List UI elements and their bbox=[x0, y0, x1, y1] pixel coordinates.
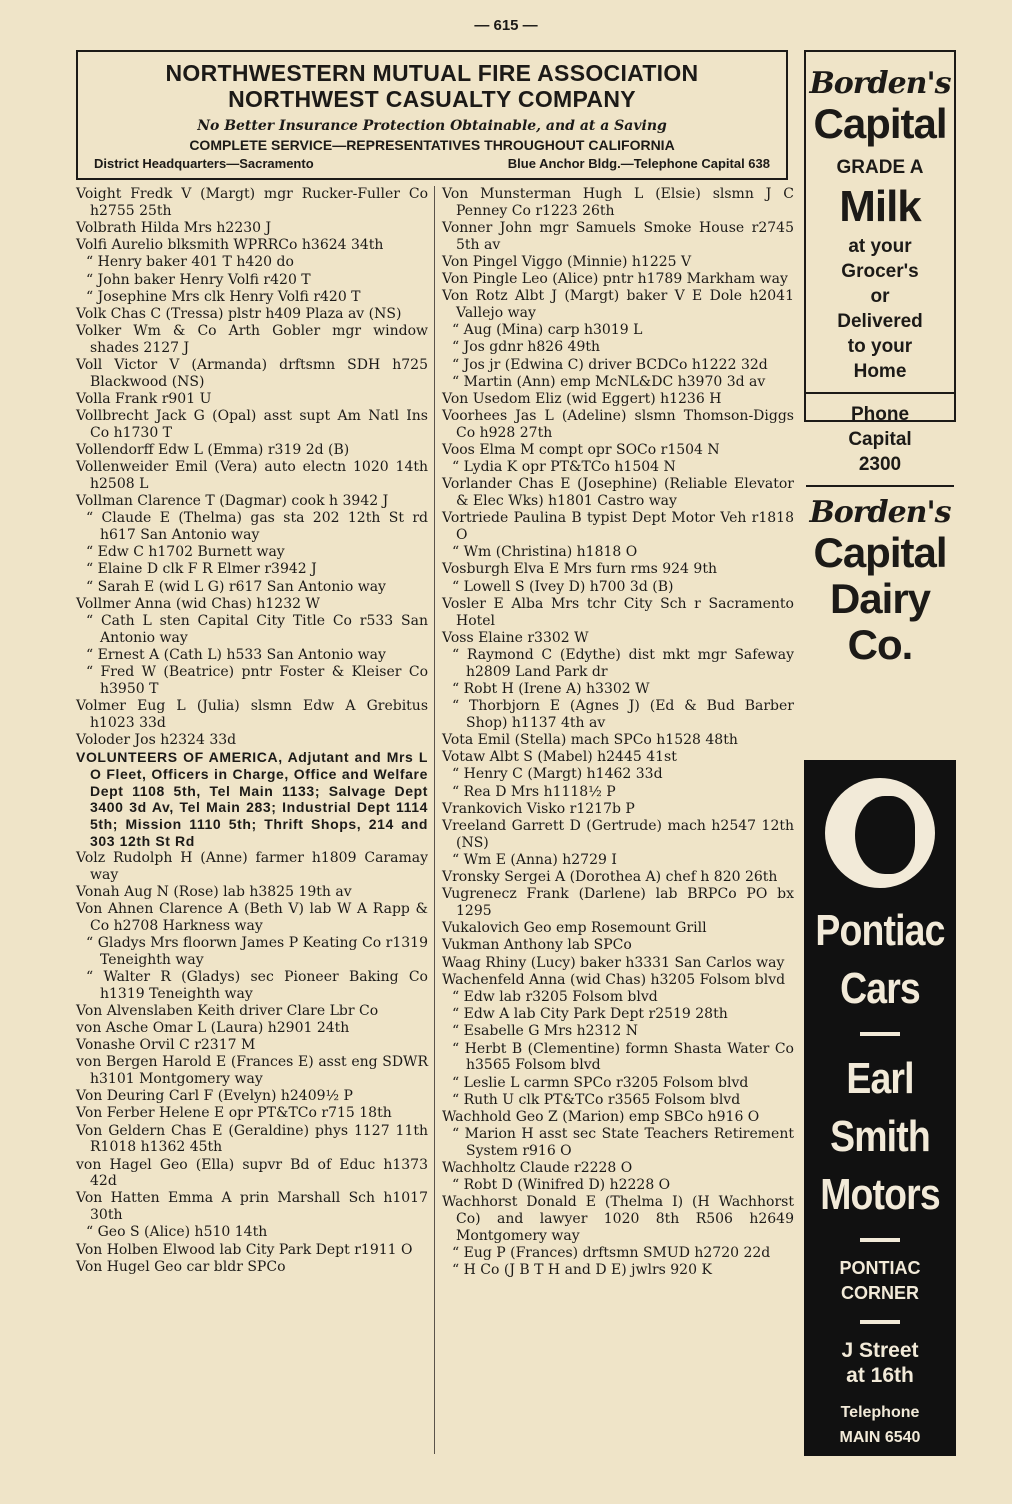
directory-entry: Vollendorff Edw L (Emma) r319 2d (B) bbox=[76, 442, 350, 459]
directory-column-left bbox=[76, 186, 428, 1276]
directory-entry: Vosler E Alba Mrs tchr City Sch r Sacramento Hotel bbox=[442, 595, 794, 629]
directory-entry: “ Edw A lab City Park Dept r2519 28th bbox=[452, 1006, 728, 1023]
borden-text: Delivered bbox=[837, 311, 923, 332]
pontiac-phone: MAIN 6540 bbox=[839, 1429, 921, 1446]
borden-milk: Milk bbox=[839, 182, 921, 231]
directory-entry: Voos Elma M compt opr SOCo r1504 N bbox=[442, 442, 720, 459]
directory-entry: Vortriede Paulina B typist Dept Motor Veh r1818 O bbox=[442, 510, 794, 544]
directory-entry: Vollenweider Emil (Vera) auto electn 1020 14th h2508 L bbox=[76, 459, 428, 492]
borden-logo: Borden's bbox=[809, 66, 951, 101]
directory-entry: “ H Co (J B T H and D E) jwlrs 920 K bbox=[452, 1262, 712, 1279]
ad-separator bbox=[860, 1238, 900, 1242]
directory-entry: Vonner John mgr Samuels Smoke House r2745 5th av bbox=[442, 219, 794, 253]
directory-entry: Von Hatten Emma A prin Marshall Sch h1017 30th bbox=[76, 1190, 428, 1224]
borden-text: to your bbox=[847, 336, 913, 357]
borden-dairy-text: Co. bbox=[847, 621, 913, 668]
directory-entry: “ Jos gdnr h826 49th bbox=[452, 339, 601, 356]
directory-entry: “ Wm (Christina) h1818 O bbox=[452, 544, 638, 561]
ad-company-1: NORTHWESTERN MUTUAL FIRE ASSOCIATION bbox=[165, 60, 699, 86]
column-divider bbox=[434, 186, 435, 1454]
directory-entry: Von Rotz Albt J (Margt) baker V E Dole h2041 Vallejo way bbox=[442, 288, 794, 321]
pontiac-dealer: Earl bbox=[846, 1054, 914, 1103]
directory-column-middle bbox=[442, 186, 794, 1280]
directory-entry: Volker Wm & Co Arth Gobler mgr window shades 2127 J bbox=[76, 323, 428, 356]
directory-entry: “ Fred W (Beatrice) pntr Foster & Kleiser Co h3950 T bbox=[86, 664, 428, 697]
borden-text: Grocer's bbox=[841, 261, 919, 282]
pontiac-indian-head-icon bbox=[825, 778, 935, 888]
directory-entry: Von Deuring Carl F (Evelyn) h2409½ P bbox=[76, 1088, 353, 1105]
directory-entry: “ Elaine D clk F R Elmer r3942 J bbox=[86, 561, 317, 578]
borden-phone: Phone bbox=[850, 404, 910, 425]
directory-entry: Vreeland Garrett D (Gertrude) mach h2547 12th (NS) bbox=[442, 818, 794, 851]
directory-entry: “ Sarah E (wid L G) r617 San Antonio way bbox=[86, 578, 386, 595]
directory-entry: Volbrath Hilda Mrs h2230 J bbox=[76, 219, 272, 236]
directory-entry: Vukalovich Geo emp Rosemount Grill bbox=[442, 920, 707, 937]
borden-grade: GRADE A bbox=[836, 157, 924, 178]
directory-entry: “ Lowell S (Ivey D) h700 3d (B) bbox=[452, 578, 674, 595]
directory-entry: “ Robt H (Irene A) h3302 W bbox=[452, 680, 650, 697]
directory-entry: “ Martin (Ann) emp McNL&DC h3970 3d av bbox=[452, 373, 766, 390]
directory-entry: “ Henry C (Margt) h1462 33d bbox=[452, 766, 663, 783]
directory-entry: “ Cath L sten Capital City Title Co r533 San Antonio way bbox=[86, 613, 428, 646]
directory-entry: “ Henry baker 401 T h420 do bbox=[86, 254, 294, 271]
pontiac-dealer: Smith bbox=[830, 1112, 930, 1161]
directory-entry: Vonah Aug N (Rose) lab h3825 19th av bbox=[76, 883, 352, 900]
directory-entry: Wachhorst Donald E (Thelma I) (H Wachhorst Co) and lawyer 1020 8th R506 h2649 Montgomery way bbox=[442, 1194, 794, 1244]
ad-separator bbox=[806, 485, 954, 487]
directory-entry: “ Herbt B (Clementine) formn Shasta Water Co h3565 Folsom blvd bbox=[452, 1040, 794, 1074]
directory-entry: “ Thorbjorn E (Agnes J) (Ed & Bud Barber Shop) h1137 4th av bbox=[452, 698, 794, 731]
directory-entry: Vollmer Anna (wid Chas) h1232 W bbox=[76, 595, 320, 612]
pontiac-corner: PONTIAC bbox=[839, 1258, 921, 1278]
directory-entry: Volk Chas C (Tressa) plstr h409 Plaza av (NS) bbox=[76, 305, 402, 322]
directory-entry: Wachenfeld Anna (wid Chas) h3205 Folsom blvd bbox=[442, 971, 786, 988]
directory-entry: Volla Frank r901 U bbox=[76, 390, 212, 407]
directory-entry: VOLUNTEERS OF AMERICA, Adjutant and Mrs L O Fleet, Officers in Charge, Office and Welfare Dept 1108 5th, Tel Main 1133; Salvage Dept 3400 3d Av, Tel Main 283; Industrial Dept 1114 5th; Mission 1110 5th; Thrift Shops, 214 and 303 12th St Rd bbox=[76, 749, 428, 849]
directory-entry: Votaw Albt S (Mabel) h2445 41st bbox=[442, 749, 677, 766]
directory-entry: “ Jos jr (Edwina C) driver BCDCo h1222 32d bbox=[452, 356, 768, 373]
directory-entry: Voorhees Jas L (Adeline) slsmn Thomson-Diggs Co h928 27th bbox=[442, 408, 794, 441]
pontiac-text: Cars bbox=[840, 964, 920, 1013]
directory-entry: Von Usedom Eliz (wid Eggert) h1236 H bbox=[442, 390, 722, 407]
directory-entry: Von Holben Elwood lab City Park Dept r1911 O bbox=[76, 1241, 413, 1258]
directory-entry: Vrankovich Visko r1217b P bbox=[442, 800, 635, 817]
directory-entry: Von Hugel Geo car bldr SPCo bbox=[76, 1258, 286, 1275]
borden-text: or bbox=[870, 286, 890, 307]
borden-dairy-text: Dairy bbox=[829, 575, 931, 622]
ad-company-2: NORTHWEST CASUALTY COMPANY bbox=[228, 86, 636, 112]
directory-entry: von Asche Omar L (Laura) h2901 24th bbox=[76, 1019, 350, 1036]
directory-entry: “ Aug (Mina) carp h3019 L bbox=[452, 322, 643, 339]
borden-capital: Capital bbox=[813, 100, 947, 147]
directory-entry: Volmer Eug L (Julia) slsmn Edw A Grebitus h1023 33d bbox=[76, 698, 428, 731]
directory-entry: Vonashe Orvil C r2317 M bbox=[76, 1037, 256, 1054]
borden-milk-ad bbox=[804, 50, 956, 668]
ad-separator bbox=[860, 1320, 900, 1324]
pontiac-text: Pontiac bbox=[815, 906, 945, 955]
directory-entry: Volz Rudolph H (Anne) farmer h1809 Caramay way bbox=[76, 849, 428, 883]
directory-entry: “ Ruth U clk PT&TCo r3565 Folsom blvd bbox=[452, 1091, 741, 1108]
directory-entry: Wachholtz Claude r2228 O bbox=[442, 1160, 633, 1177]
directory-entry: “ John baker Henry Volfi r420 T bbox=[86, 271, 311, 288]
directory-entry: “ Gladys Mrs floorwn James P Keating Co r1319 Teneighth way bbox=[86, 934, 428, 968]
directory-entry: von Bergen Harold E (Frances E) asst eng SDWR h3101 Montgomery way bbox=[76, 1054, 428, 1088]
pontiac-corner: CORNER bbox=[840, 1283, 919, 1303]
directory-entry: Vollman Clarence T (Dagmar) cook h 3942 J bbox=[76, 493, 389, 510]
directory-entry: “ Ernest A (Cath L) h533 San Antonio way bbox=[86, 646, 386, 663]
directory-entry: “ Eug P (Frances) drftsmn SMUD h2720 22d bbox=[452, 1245, 771, 1262]
directory-entry: Vukman Anthony lab SPCo bbox=[442, 937, 632, 954]
directory-entry: “ Josephine Mrs clk Henry Volfi r420 T bbox=[86, 288, 361, 305]
borden-phone: Capital bbox=[848, 429, 912, 450]
pontiac-address: J Street bbox=[841, 1339, 919, 1362]
directory-entry: Voll Victor V (Armanda) drftsmn SDH h725 Blackwood (NS) bbox=[76, 357, 428, 390]
borden-text: Home bbox=[853, 361, 907, 382]
directory-entry: Waag Rhiny (Lucy) baker h3331 San Carlos way bbox=[442, 954, 785, 971]
right-advertisements bbox=[804, 50, 956, 668]
borden-logo: Borden's bbox=[809, 495, 951, 530]
directory-entry: “ Lydia K opr PT&TCo h1504 N bbox=[452, 459, 676, 476]
directory-entry: Von Pingel Viggo (Minnie) h1225 V bbox=[442, 253, 692, 270]
directory-entry: Vota Emil (Stella) mach SPCo h1528 48th bbox=[442, 732, 738, 748]
ad-tagline: No Better Insurance Protection Obtainable, and at a Saving bbox=[197, 118, 667, 134]
borden-phone: 2300 bbox=[858, 454, 902, 475]
directory-entry: “ Rea D Mrs h1118½ P bbox=[452, 783, 616, 800]
directory-entry: “ Raymond C (Edythe) dist mkt mgr Safeway h2809 Land Park dr bbox=[452, 646, 794, 680]
pontiac-address: at 16th bbox=[846, 1364, 914, 1387]
directory-entry: Volfi Aurelio blksmith WPRRCo h3624 34th bbox=[76, 237, 384, 254]
directory-entry: “ Esabelle G Mrs h2312 N bbox=[452, 1023, 638, 1040]
directory-entry: “ Marion H asst sec State Teachers Retirement System r916 O bbox=[452, 1126, 794, 1159]
directory-entry: Vorlander Chas E (Josephine) (Reliable Elevator & Elec Wks) h1801 Castro way bbox=[442, 476, 794, 510]
directory-entry: Von Pingle Leo (Alice) pntr h1789 Markham way bbox=[442, 271, 788, 288]
ad-separator bbox=[806, 392, 954, 394]
directory-entry: “ Geo S (Alice) h510 14th bbox=[86, 1224, 268, 1241]
directory-entry: “ Claude E (Thelma) gas sta 202 12th St rd h617 San Antonio way bbox=[86, 510, 428, 544]
directory-entry: “ Edw C h1702 Burnett way bbox=[86, 544, 285, 561]
insurance-advertisement bbox=[76, 50, 788, 180]
directory-entry: Voight Fredk V (Margt) mgr Rucker-Fuller Co h2755 25th bbox=[76, 186, 428, 219]
directory-entry: Von Alvenslaben Keith driver Clare Lbr Co bbox=[76, 1002, 379, 1019]
borden-text: at your bbox=[848, 236, 912, 257]
ad-separator bbox=[860, 1032, 900, 1036]
ad-service: COMPLETE SERVICE—REPRESENTATIVES THROUGHOUT CALIFORNIA bbox=[189, 137, 675, 153]
pontiac-advertisement bbox=[804, 760, 956, 1456]
directory-entry: Vugrenecz Frank (Darlene) lab BRPCo PO bx 1295 bbox=[442, 886, 794, 920]
borden-dairy-text: Capital bbox=[813, 529, 947, 576]
directory-entry: “ Leslie L carmn SPCo r3205 Folsom blvd bbox=[452, 1074, 749, 1091]
directory-entry: Von Geldern Chas E (Geraldine) phys 1127 11th R1018 h1362 45th bbox=[76, 1122, 428, 1156]
directory-entry: “ Walter R (Gladys) sec Pioneer Baking Co h1319 Teneighth way bbox=[86, 968, 428, 1002]
directory-entry: Wachhold Geo Z (Marion) emp SBCo h916 O bbox=[442, 1108, 760, 1125]
directory-entry: Vollbrecht Jack G (Opal) asst supt Am Natl Ins Co h1730 T bbox=[76, 408, 428, 441]
directory-entry: “ Edw lab r3205 Folsom blvd bbox=[452, 989, 658, 1006]
directory-entry: Voloder Jos h2324 33d bbox=[76, 732, 237, 748]
directory-entry: Von Ferber Helene E opr PT&TCo r715 18th bbox=[76, 1105, 392, 1122]
pontiac-phone: Telephone bbox=[840, 1404, 920, 1421]
directory-entry: “ Robt D (Winifred D) h2228 O bbox=[452, 1177, 671, 1194]
directory-entry: Von Ahnen Clarence A (Beth V) lab W A Rapp & Co h2708 Harkness way bbox=[76, 901, 428, 934]
ad-address: Blue Anchor Bldg.—Telephone Capital 638 bbox=[507, 156, 770, 171]
directory-entry: “ Wm E (Anna) h2729 I bbox=[452, 851, 617, 868]
pontiac-dealer: Motors bbox=[820, 1170, 940, 1219]
ad-district: District Headquarters—Sacramento bbox=[94, 156, 314, 171]
page-number: — 615 — bbox=[474, 17, 538, 34]
directory-entry: Von Munsterman Hugh L (Elsie) slsmn J C Penney Co r1223 26th bbox=[442, 186, 794, 219]
directory-entry: Vosburgh Elva E Mrs furn rms 924 9th bbox=[442, 561, 717, 578]
directory-entry: Voss Elaine r3302 W bbox=[442, 629, 589, 646]
directory-entry: Vronsky Sergei A (Dorothea A) chef h 820 26th bbox=[442, 869, 778, 886]
directory-entry: von Hagel Geo (Ella) supvr Bd of Educ h1373 42d bbox=[76, 1156, 428, 1190]
